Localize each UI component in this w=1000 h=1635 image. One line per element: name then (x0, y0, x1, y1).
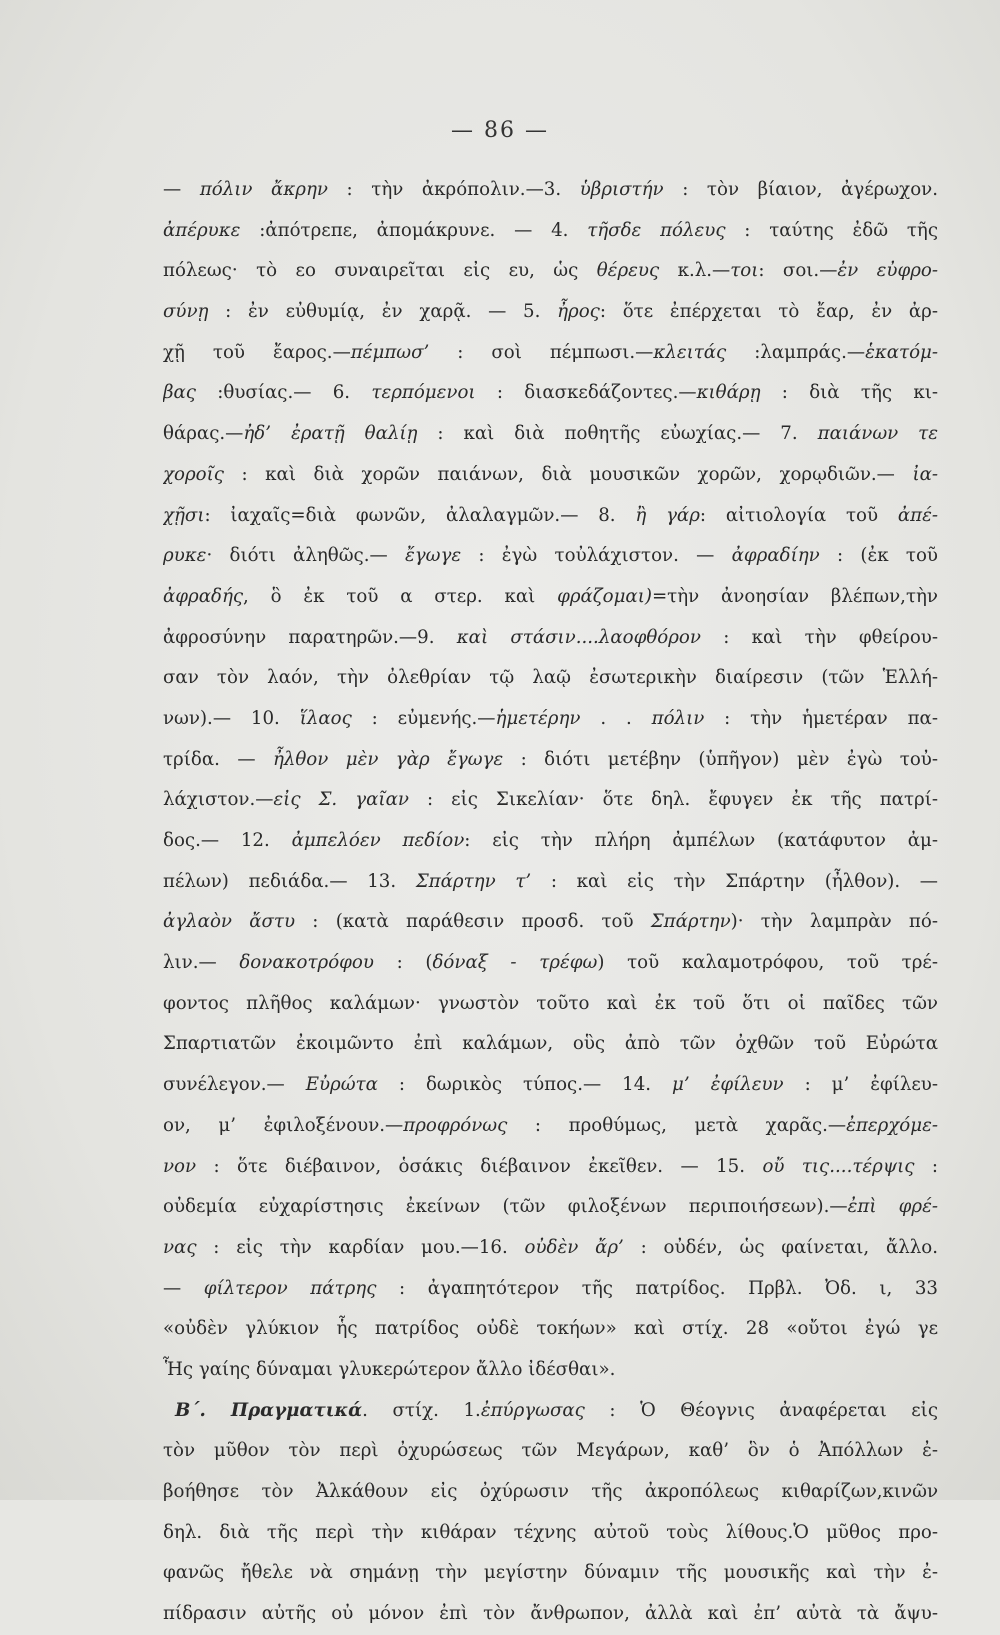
text-line (163, 821, 938, 862)
text-run: : ὅτε ἐπέρχεται τὸ ἔαρ, ἐν ἀρ- (599, 301, 938, 323)
text-run: λιν.— (163, 952, 240, 974)
italic-headword: ἀμπελόεν πεδίον (291, 830, 465, 851)
italic-headword: ρυκε (163, 545, 207, 567)
italic-headword: χῇσι (163, 504, 205, 526)
text-run: · διότι ἀληθῶς.— (206, 545, 405, 567)
text-line (163, 496, 938, 537)
italic-headword: ἠδ’ ἐρατῇ θαλίῃ (243, 423, 418, 445)
text-run: , ὃ ἐκ τοῦ α στερ. καὶ (243, 585, 558, 607)
text-line (163, 1065, 938, 1106)
text-line (163, 862, 938, 903)
text-line (163, 618, 938, 659)
text-run: πέλων) πεδιάδα.— 13. (163, 870, 416, 892)
text-run: ) τοῦ καλαμοτρόφου, τοῦ τρέ- (597, 952, 938, 974)
italic-headword: ἦλθον μὲν γὰρ ἔγωγε (272, 748, 504, 770)
text-run: : διότι μετέβην (ὑπῆγον) μὲν ἐγὼ τοὐ- (503, 748, 938, 770)
text-run: ἀφροσύνην παρατηρῶν.—9. (163, 626, 457, 648)
italic-headword: ἵλαος (299, 707, 352, 729)
text-line (163, 1553, 938, 1594)
text-line (163, 1472, 938, 1513)
text-run: — (163, 179, 200, 200)
text-line (163, 1309, 938, 1350)
italic-headword: ἐπὶ φρέ- (847, 1196, 938, 1218)
italic-headword: ἀφραδής (163, 585, 244, 607)
italic-headword: Σπάρτην (650, 911, 731, 933)
text-line (163, 699, 938, 740)
italic-headword: Β΄. Πραγματικά (175, 1399, 363, 1421)
text-run: πόλεως· τὸ εο συναιρεῖται εἰς ευ, ὡς (163, 260, 597, 282)
italic-headword: ἰα- (912, 463, 938, 485)
text-run: : εἰς τὴν καρδίαν μου.—16. (196, 1236, 525, 1258)
italic-headword: δονακοτρόφου (239, 952, 374, 974)
italic-headword: πόλιν (651, 707, 705, 729)
text-run: : τὴν ἡμετέραν πα- (704, 707, 938, 729)
text-run: : διὰ τῆς κι- (760, 382, 938, 404)
italic-headword: τῆσδε πόλευς (587, 219, 726, 241)
text-run: θάρας.— (163, 423, 244, 445)
text-line (163, 1513, 938, 1554)
text-line (163, 1024, 938, 1065)
text-run: : ὅτε διέβαινον, ὁσάκις διέβαινον ἐκεῖθεν. — 15. (196, 1155, 763, 1177)
italic-headword: νον (163, 1155, 197, 1177)
italic-headword: βας (163, 382, 196, 404)
text-line (163, 1391, 938, 1432)
text-run: «οὐδὲν γλύκιον ἧς πατρίδος οὐδὲ τοκήων» καὶ στίχ. 28 «οὔτοι ἐγώ γε (163, 1318, 938, 1340)
text-run: : καὶ διὰ χορῶν παιάνων, διὰ μουσικῶν χορῶν, χορῳδιῶν.— (223, 463, 913, 485)
text-run: : ( (373, 952, 433, 974)
italic-headword: εἰς Σ. γαῖαν (273, 789, 409, 811)
text-run: Σπαρτιατῶν ἐκοιμῶντο ἐπὶ καλάμων, οὓς ἀπὸ τῶν ὀχθῶν τοῦ Εὐρώτα (163, 1033, 938, 1055)
italic-headword: ἐπερχόμε- (846, 1114, 938, 1136)
italic-headword: τοι (730, 260, 759, 282)
italic-headword: ἐν εὐφρο- (837, 260, 938, 282)
text-line (163, 1228, 938, 1269)
text-line (163, 1350, 938, 1391)
text-run: : προθύμως, μετὰ χαρᾶς.— (507, 1114, 847, 1136)
text-run: : εἰς τὴν πλήρη ἀμπέλων (κατάφυτον ἀμ- (464, 830, 938, 851)
text-run: : ἀγαπητότερον τῆς πατρίδος. Πρβλ. Ὀδ. ι, 33 (376, 1277, 938, 1299)
italic-headword: κλειτάς (653, 341, 727, 363)
text-run: : τὴν ἀκρόπολιν.—3. (327, 179, 580, 200)
text-run: τὸν μῦθον τὸν περὶ ὀχυρώσεως τῶν Μεγάρων, καθ’ ὃν ὁ Ἀπόλλων ἐ- (163, 1440, 938, 1462)
italic-headword: ἑκατόμ- (865, 341, 938, 363)
text-run: . . (580, 707, 652, 729)
text-run: : σοὶ πέμπωσι.— (429, 341, 654, 363)
text-line (163, 740, 938, 781)
text-line (163, 943, 938, 984)
commentary-text (163, 170, 938, 1635)
italic-headword: οὐδὲν ἄρ’ (524, 1236, 624, 1258)
text-line (163, 780, 938, 821)
italic-headword: οὔ τις....τέρψις (762, 1155, 915, 1177)
text-run: : (914, 1155, 938, 1177)
text-run: φανῶς ἤθελε νὰ σημάνῃ τὴν μεγίστην δύναμιν τῆς μουσικῆς καὶ τὴν ἐ- (163, 1562, 938, 1584)
italic-headword: παιάνων τε (817, 423, 938, 445)
italic-headword: φίλτερον πάτρης (203, 1277, 377, 1299)
italic-headword: φράζομαι) (557, 585, 652, 607)
italic-headword: καὶ στάσιν....λαοφθόρον (456, 626, 701, 648)
text-run: : αἰτιολογία τοῦ (699, 504, 898, 526)
text-run: : διασκεδάζοντες.— (475, 382, 697, 404)
text-run: : ἰαχαῖς=διὰ φωνῶν, ἀλαλαγμῶν.— 8. (204, 504, 636, 526)
text-line (163, 1594, 938, 1635)
text-run: )· τὴν λαμπρὰν πό- (730, 911, 938, 933)
text-line (163, 373, 938, 414)
text-run: : δωρικὸς τύπος.— 14. (377, 1074, 673, 1096)
italic-headword: σύνῃ (163, 301, 209, 323)
text-run: : μ’ ἐφίλευ- (783, 1074, 938, 1096)
italic-headword: ἐπύργωσας (480, 1399, 585, 1421)
italic-headword: τερπόμενοι (371, 382, 476, 404)
italic-headword: Σπάρτην τ’ (415, 870, 532, 892)
text-run: τρίδα. — (163, 748, 273, 770)
italic-headword: ὑβριστήν (579, 179, 664, 200)
text-run: λάχιστον.— (163, 789, 274, 811)
text-line (163, 902, 938, 943)
text-line (163, 170, 938, 211)
text-run: κ.λ.— (659, 260, 731, 282)
text-line (163, 251, 938, 292)
text-run: φοντος πλῆθος καλάμων· γνωστὸν τοῦτο καὶ ἐκ τοῦ ὅτι οἱ παῖδες τῶν (163, 992, 938, 1014)
text-line (163, 1106, 938, 1147)
text-run: :λαμπράς.— (726, 341, 866, 363)
text-run: : (ἐκ τοῦ (819, 545, 938, 567)
italic-headword: ἀπέρυκε (163, 219, 241, 241)
text-line (163, 211, 938, 252)
text-run: : εὐμενής.— (351, 707, 496, 729)
text-run: συνέλεγον.— (163, 1074, 306, 1096)
text-run: : ταύτης ἐδῶ τῆς (725, 219, 938, 241)
italic-headword: κιθάρῃ (696, 382, 761, 404)
text-run: σαν τὸν λαόν, τὴν ὀλεθρίαν τῷ λαῷ ἐσωτερικὴν διαίρεσιν (τῶν Ἑλλή- (163, 667, 938, 689)
text-run: δηλ. διὰ τῆς περὶ τὴν κιθάραν τέχνης αὐτοῦ τοὺς λίθους.Ὁ μῦθος προ- (163, 1521, 938, 1543)
page-number: — 86 — (451, 118, 549, 143)
text-run: . στίχ. 1. (362, 1399, 481, 1421)
italic-headword: πέμπωσ’ (350, 341, 430, 363)
text-run: : καὶ τὴν φθείρου- (700, 626, 938, 648)
italic-headword: Εὐρώτα (305, 1074, 378, 1096)
text-run: : ἐγὼ τοὐλάχιστον. — (461, 545, 732, 567)
text-run: : (κατὰ παράθεσιν προσδ. τοῦ (295, 911, 651, 933)
text-run: : εἰς Σικελίαν· ὅτε δηλ. ἔφυγεν ἐκ τῆς πατρί- (408, 789, 938, 811)
text-run: :ἀπότρεπε, ἀπομάκρυνε. — 4. (240, 219, 588, 241)
text-line (163, 658, 938, 699)
text-run: νων).— 10. (163, 707, 300, 729)
italic-headword: χοροῖς (163, 463, 224, 485)
italic-headword: ἀπέ- (897, 504, 938, 526)
italic-headword: ἡμετέρην (495, 707, 581, 729)
text-run: : ἐν εὐθυμίᾳ, ἐν χαρᾷ. — 5. (208, 301, 558, 323)
text-run: : οὐδέν, ὡς φαίνεται, ἄλλο. (623, 1236, 938, 1258)
text-run: : καὶ διὰ ποθητῆς εὐωχίας.— 7. (417, 423, 818, 445)
text-line (163, 1187, 938, 1228)
text-line (163, 455, 938, 496)
italic-headword: νας (163, 1236, 197, 1258)
text-run: πίδρασιν αὐτῆς οὐ μόνον ἐπὶ τὸν ἄνθρωπον, ἀλλὰ καὶ ἐπ’ αὐτὰ τὰ ἄψυ- (163, 1603, 938, 1625)
text-run: βοήθησε τὸν Ἀλκάθουν εἰς ὀχύρωσιν τῆς ἀκροπόλεως κιθαρίζων,κινῶν (163, 1481, 938, 1502)
text-run: Ἧς γαίης δύναμαι γλυκερώτερον ἄλλο ἰδέσθαι». (163, 1358, 616, 1380)
italic-headword: θέρευς (596, 260, 660, 282)
text-run: χῇ τοῦ ἔαρος.— (163, 341, 351, 363)
text-run: : σοι.— (758, 260, 838, 282)
text-line (163, 292, 938, 333)
text-run: : τὸν βίαιον, ἀγέρωχον. (663, 179, 938, 200)
italic-headword: πόλιν ἄκρην (199, 179, 328, 200)
text-line (163, 414, 938, 455)
text-run: ον, μ’ ἐφιλοξένουν.— (163, 1114, 404, 1136)
text-line (163, 1269, 938, 1310)
text-line (163, 1147, 938, 1188)
text-line (163, 333, 938, 374)
italic-headword: προφρόνως (403, 1114, 508, 1136)
text-line (163, 536, 938, 577)
italic-headword: ἦρος (557, 301, 600, 323)
text-run: οὐδεμία εὐχαρίστησις ἐκείνων (τῶν φιλοξένων περιποιήσεων).— (163, 1196, 848, 1218)
text-run: : καὶ εἰς τὴν Σπάρτην (ἦλθον). — (531, 870, 938, 892)
italic-headword: ἔγωγε (404, 545, 462, 567)
italic-headword: ἀγλαὸν ἄστυ (163, 911, 296, 933)
text-line (163, 1431, 938, 1472)
italic-headword: δόναξ - τρέφω (432, 952, 598, 974)
text-run: :θυσίας.— 6. (195, 382, 372, 404)
italic-headword: ἀφραδίην (731, 545, 820, 567)
text-line (163, 984, 938, 1025)
italic-headword: μ’ ἐφίλευν (672, 1074, 784, 1096)
italic-headword: ἢ γάρ (635, 504, 700, 526)
text-line (163, 577, 938, 618)
text-run: — (163, 1277, 204, 1299)
text-run: : Ὁ Θέογνις ἀναφέρεται εἰς (584, 1399, 938, 1421)
text-run: δος.— 12. (163, 830, 292, 851)
text-run: =τὴν ἀνοησίαν βλέπων,τὴν (651, 585, 938, 607)
